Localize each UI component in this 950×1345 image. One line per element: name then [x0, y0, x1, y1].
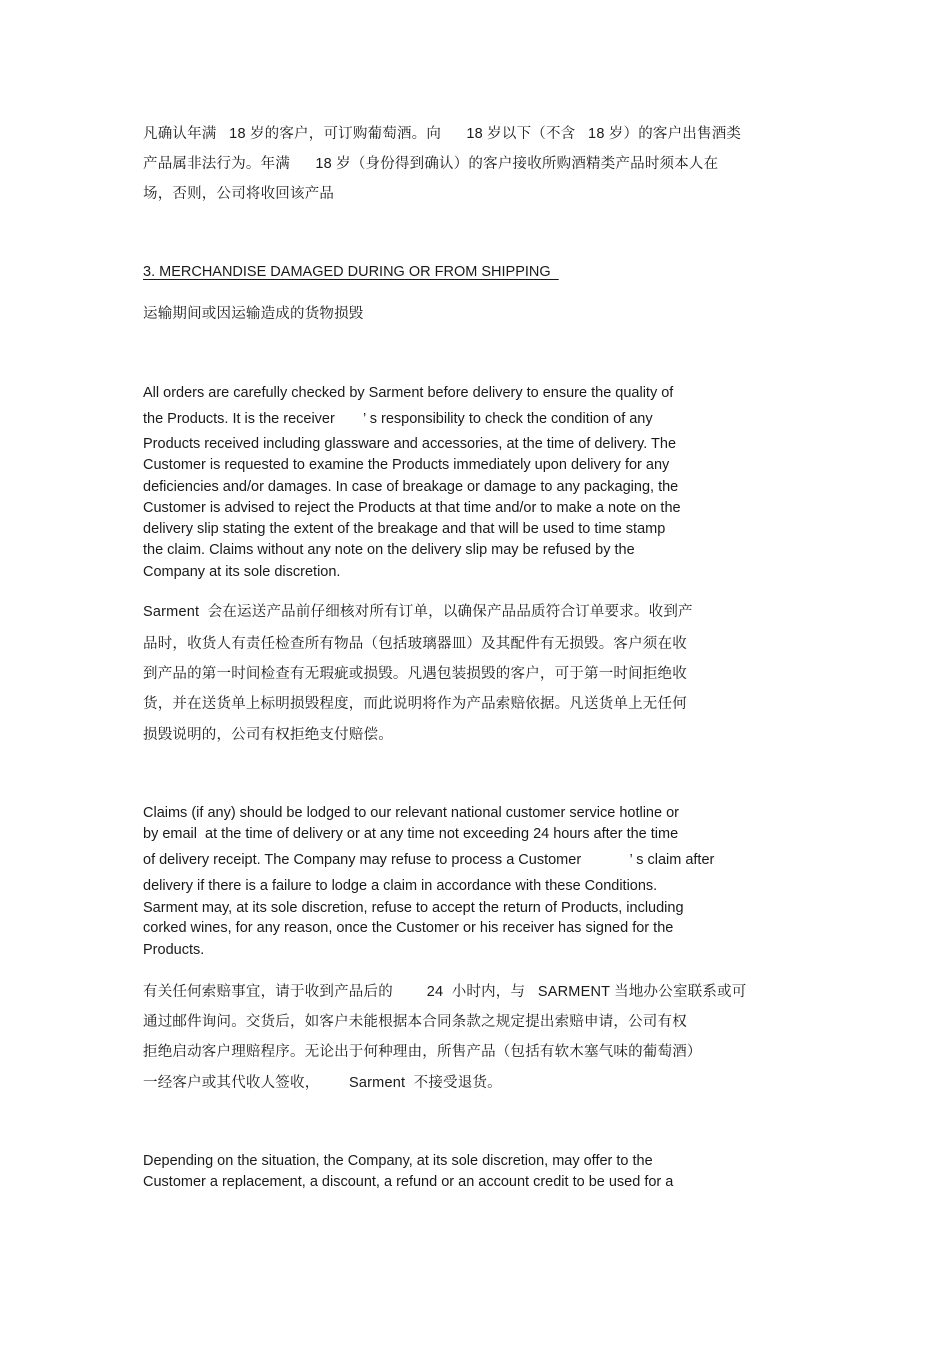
section-3-heading-zh: 运输期间或因运输造成的货物损毁 [143, 306, 364, 322]
damage-check-en-line-7: delivery slip stating the extent of the breakage and that will be used to time stamp [143, 521, 666, 537]
age-restriction-zh-line-1: 凡确认年满 18 岁的客户，可订购葡萄酒。向 18 岁以下（不含 18 岁）的客户出售酒类 [143, 126, 742, 142]
claims-zh-line-3: 拒绝启动客户理赔程序。无论出于何种理由，所售产品（包括有软木塞气味的葡萄酒） [143, 1044, 702, 1060]
damage-check-en-line-9: Company at its sole discretion. [143, 564, 341, 580]
claims-en-line-1: Claims (if any) should be lodged to our relevant national customer service hotline or [143, 805, 679, 821]
claims-en-line-4: delivery if there is a failure to lodge a claim in accordance with these Conditions. [143, 878, 658, 894]
remedy-en-line-1: Depending on the situation, the Company, at its sole discretion, may offer to the [143, 1153, 653, 1169]
section-3-heading-en: 3. MERCHANDISE DAMAGED DURING OR FROM SHIPPING [143, 264, 559, 280]
damage-check-en-line-2: the Products. It is the receiver ’ s responsibility to check the condition of any [143, 411, 653, 427]
claims-zh-line-2: 通过邮件询问。交货后，如客户未能根据本合同条款之规定提出索赔申请，公司有权 [143, 1014, 687, 1030]
remedy-en-line-2: Customer a replacement, a discount, a refund or an account credit to be used for a [143, 1174, 674, 1190]
damage-check-en-line-4: Customer is requested to examine the Products immediately upon delivery for any [143, 457, 670, 473]
damage-check-zh-line-5: 损毁说明的，公司有权拒绝支付赔偿。 [143, 727, 393, 743]
claims-zh-line-4: 一经客户或其代收人签收， Sarment 不接受退货。 [143, 1075, 502, 1091]
claims-en-line-3: of delivery receipt. The Company may refuse to process a Customer ’ s claim after [143, 852, 715, 868]
claims-en-line-6: corked wines, for any reason, once the Customer or his receiver has signed for the [143, 920, 674, 936]
damage-check-en-line-1: All orders are carefully checked by Sarment before delivery to ensure the quality of [143, 385, 674, 401]
age-restriction-zh-line-3: 场，否则，公司将收回该产品 [143, 186, 335, 202]
damage-check-en-line-5: deficiencies and/or damages. In case of breakage or damage to any packaging, the [143, 479, 679, 495]
damage-check-en-line-6: Customer is advised to reject the Products at that time and/or to make a note on the [143, 500, 681, 516]
damage-check-en-line-3: Products received including glassware and accessories, at the time of delivery. The [143, 436, 677, 452]
damage-check-zh-line-3: 到产品的第一时间检查有无瑕疵或损毁。凡遇包装损毁的客户，可于第一时间拒绝收 [143, 666, 687, 682]
damage-check-zh-line-2: 品时，收货人有责任检查所有物品（包括玻璃器皿）及其配件有无损毁。客户须在收 [143, 636, 687, 652]
damage-check-en-line-8: the claim. Claims without any note on the delivery slip may be refused by the [143, 542, 635, 558]
claims-en-line-2: by email at the time of delivery or at any time not exceeding 24 hours after the time [143, 826, 679, 842]
claims-zh-line-1: 有关任何索赔事宜，请于收到产品后的 24 小时内，与 SARMENT 当地办公室联系或可 [143, 984, 747, 1000]
claims-en-line-5: Sarment may, at its sole discretion, refuse to accept the return of Products, including [143, 900, 684, 916]
claims-en-line-7: Products. [143, 942, 205, 958]
damage-check-zh-line-1: Sarment 会在运送产品前仔细核对所有订单，以确保产品品质符合订单要求。收到产 [143, 604, 693, 620]
damage-check-zh-line-4: 货，并在送货单上标明损毁程度，而此说明将作为产品索赔依据。凡送货单上无任何 [143, 696, 687, 712]
age-restriction-zh-line-2: 产品属非法行为。年满 18 岁（身份得到确认）的客户接收所购酒精类产品时须本人在 [143, 156, 719, 172]
